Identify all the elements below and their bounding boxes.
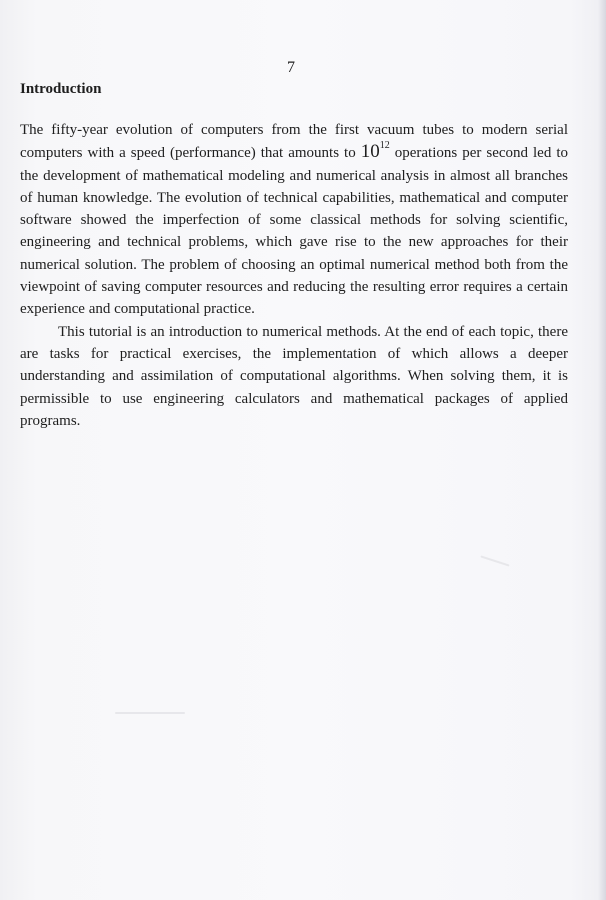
body-text — [20, 119, 568, 432]
power-exponent: 12 — [379, 140, 390, 152]
section-heading: Introduction — [20, 81, 102, 97]
paragraph-1-start: The fifty-year evolution of computers from the first vacuum tubes to modern serial computers with a speed (performance) that amounts to — [20, 122, 568, 162]
power-base: 10 — [360, 141, 380, 163]
paragraph-1-end: operations per second led to the development of mathematical modeling and numerical analysis in almost all branches of human knowledge. The evolution of technical capabilities, mathematical and computer software showed the imperfection of some classical methods for solving scientific, engineering and technical problems, which gave rise to the new approaches for their numerical solution. The problem of choosing an optimal numerical method both from the viewpoint of saving computer resources and reducing the resulting error requires a certain experience and computational practice. — [20, 145, 568, 318]
scan-mark — [480, 555, 509, 566]
paragraph-1 — [20, 119, 568, 321]
scan-mark — [115, 712, 185, 714]
paragraph-2: This tutorial is an introduction to numerical methods. At the end of each topic, there are tasks for practical exercises, the implementation of which allows a deeper understanding and assimilation of computational algorithms. When solving them, it is permissible to use engineering calculators and mathematical packages of applied programs. — [20, 323, 568, 429]
power-of-ten — [361, 141, 390, 162]
page-edge-shadow — [598, 0, 606, 900]
page-number: 7 — [287, 59, 295, 76]
